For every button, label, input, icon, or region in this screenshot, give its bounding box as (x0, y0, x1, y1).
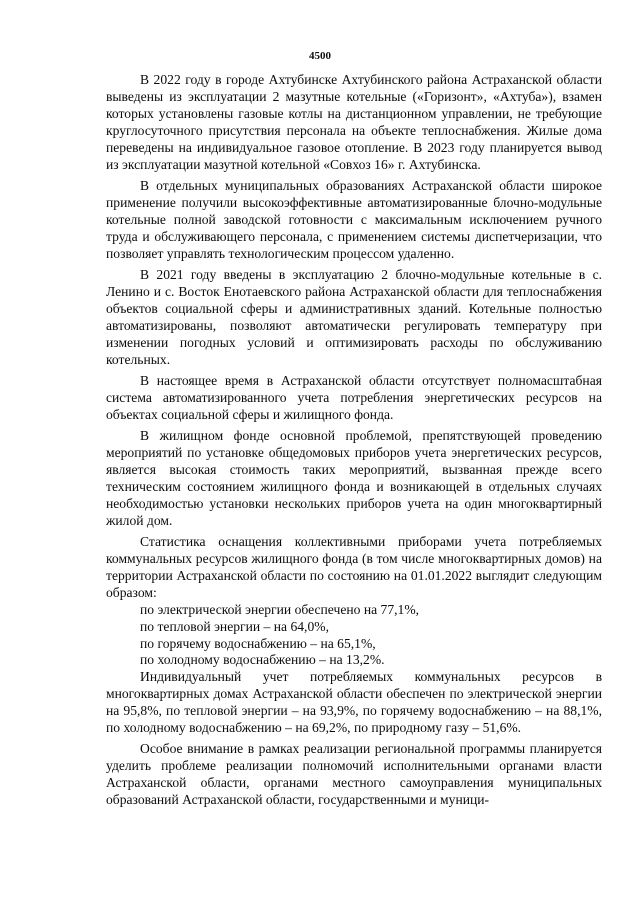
paragraph-statistics-intro: Статистика оснащения коллективными приборами учета потребляемых коммунальных ресурсов жилищного фонда (в том числе многоквартирных домов) на территории Астраханской области по состоянию на 01.01.2022 выглядит следующим образом: (106, 534, 602, 600)
paragraph-ahtubinsk-boilers: В 2022 году в городе Ахтубинске Ахтубинского района Астраханской области выведены из эксплуатации 2 мазутные котельные («Горизонт», «Ахтуба»), взамен которых установлены газовые котлы на дистанционном управлении, не требующие круглосуточного присутствия персонала на объекте теплоснабжения. Жилые дома переведены на индивидуальное газовое отопление. В 2023 году планируется вывод из эксплуатации мазутной котельной «Совхоз 16» г. Ахтубинска. (106, 72, 602, 172)
paragraph-housing-problem: В жилищном фонде основной проблемой, препятствующей проведению мероприятий по установке общедомовых приборов учета энергетических ресурсов, является высокая стоимость таких мероприятий, вызванная прежде всего техническим состоянием жилищного фонда и возникающей в отдельных случаях необходимостью установки нескольких приборов учета на один многоквартирный жилой дом. (106, 428, 602, 528)
paragraph-regional-program: Особое внимание в рамках реализации региональной программы планируется уделить проблеме реализации полномочий исполнительными органами власти Астраханской области, органами местного самоуправления муниципальных образований Астраханской области, государственными и муници- (106, 741, 602, 808)
paragraph-metering-absence: В настоящее время в Астраханской области отсутствует полномасштабная система автоматизированного учета потребления энергетических ресурсов на объектах социальной сферы и жилищного фонда. (106, 372, 602, 422)
list-item-hot-water: по горячему водоснабжению – на 65,1%, (140, 635, 376, 651)
page-number: 4500 (309, 50, 331, 62)
paragraph-individual-metering: Индивидуальный учет потребляемых коммунальных ресурсов в многоквартирных домах Астраханской области обеспечен по электрической энергии на 95,8%, по тепловой энергии – на 93,9%, по горячему водоснабжению – на 88,1%, по холодному водоснабжению – на 69,2%, по природному газу – 51,6%. (106, 669, 602, 736)
paragraph-block-modular-boilers: В отдельных муниципальных образованиях Астраханской области широкое применение получили высокоэффективные автоматизированные блочно-модульные котельные полной заводской готовности с максимальным исключением ручного труда и обслуживающего персонала, с применением системы диспетчеризации, что позволяет управлять технологическим процессом удаленно. (106, 177, 602, 261)
metering-statistics-list (106, 602, 602, 670)
list-item-heat: по тепловой энергии – на 64,0%, (140, 618, 329, 634)
document-body (106, 72, 602, 814)
paragraph-2021-boilers: В 2021 году введены в эксплуатацию 2 блочно-модульные котельные в с. Ленино и с. Восток Енотаевского района Астраханской области для теплоснабжения объектов социальной сферы и административных зданий. Котельные полностью автоматизированы, позволяют автоматически регулировать температуру при изменении погодных условий и оптимизировать расходы по обслуживанию котельных. (106, 266, 602, 367)
list-item-cold-water: по холодному водоснабжению – на 13,2%. (140, 652, 385, 668)
list-item-electricity: по электрической энергии обеспечено на 77,1%, (140, 601, 420, 617)
